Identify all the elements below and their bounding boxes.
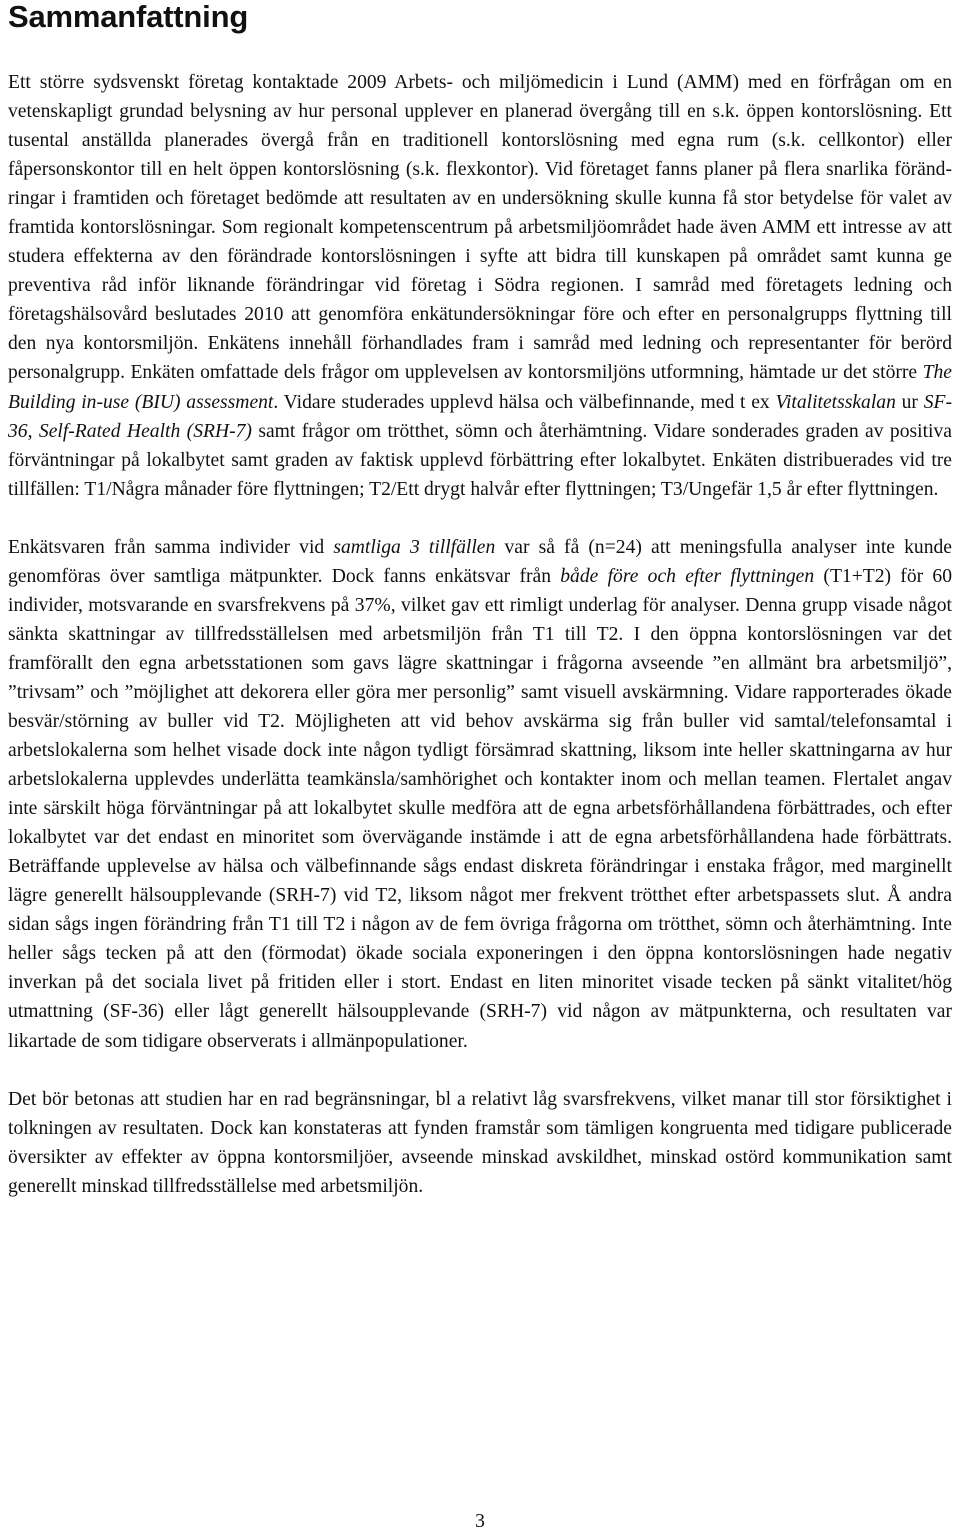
section-title: Sammanfattning	[8, 0, 249, 34]
page-number: 3	[475, 1511, 485, 1532]
paragraph-background	[8, 68, 952, 504]
body-text: samt frågor om trötthet, sömn och återhämtning. Vidare sonderades graden av positiva förväntningar på lokalbytet samt graden av faktisk upplevd förbättring efter lokalbytet. Enkäten distribuerades vid tre tillfällen: T1/Några månader före flyttningen; T2/Ett drygt halvår efter flyttningen; T3/Ungefär 1,5 år efter flyttningen.	[8, 420, 952, 500]
body-text: ur	[895, 391, 924, 413]
body-text: var så få (n=24) att meningsfulla analyser inte kunde genomföras över samtliga mätpunkter. Dock fanns enkätsvar från	[8, 536, 952, 587]
italic-text: samtliga 3 tillfällen	[333, 536, 496, 558]
italic-text: SF-36	[8, 391, 952, 442]
paragraph-results	[8, 533, 952, 1056]
body-text: . Vidare studerades upplevd hälsa och välbefinnande, med t ex	[273, 391, 776, 413]
body-text: Det bör betonas att studien har en rad begränsningar, bl a relativt låg svarsfrekvens, vilket manar till stor försiktighet i tolkningen av resultaten. Dock kan konstateras att fynden framstår som tämligen kongruenta med tidigare publicerade översikter av effekter av öppna kontorsmiljöer, avseende minskad avskildhet, minskad ostörd kommunikation samt generellt minskad tillfredsställelse med arbetsmiljön.	[8, 1088, 952, 1197]
body-text: Ett större sydsvenskt företag kontaktade 2009 Arbets- och miljömedicin i Lund (AMM) med en förfrågan om en vetenskapligt grundad belysning av hur personal upplever en planerad övergång till en s.k. öppen kontorslösning. Ett tusental anställda planerades övergå från en traditionell kontorslösning med egna rum (s.k. cellkontor) eller fåpersonskontor till en helt öppen kontorslösning (s.k. flexkontor). Vid företaget fanns planer på flera snarlika förändringar i framtiden och företaget bedömde att resultaten av en undersökning skulle kunna få stor betydelse för valet av framtida kontorslösningar. Som regionalt kompetenscentrum på arbetsmiljöområdet hade även AMM ett intresse av att studera effekterna av den förändrade kontorslösningen i syfte att bidra till kunskapen på området samt kunna ge preventiva råd inför liknande förändringar vid företag i Södra regionen. I samråd med företagets ledning och företagshälsovård beslutades 2010 att genomföra enkätundersökningar före och efter en personalgrupps flyttning till den nya kontorsmiljön. Enkätens innehåll förhandlades fram i samråd med ledning och representanter för berörd personalgrupp. Enkäten omfattade dels frågor om upplevelsen av kontorsmiljöns utformning, hämtade ur det större	[8, 72, 952, 384]
body-text: Enkätsvaren från samma individer vid	[8, 536, 334, 558]
italic-text: både före och efter flyttningen	[560, 565, 815, 587]
italic-text: Self-Rated Health (SRH-7)	[38, 420, 252, 442]
body-text: ,	[27, 420, 39, 442]
italic-text: The Building in-use (BIU) assessment	[8, 362, 952, 413]
italic-text: Vitalitetsskalan	[775, 391, 896, 413]
document-page	[8, 0, 952, 1201]
body-text: (T1+T2) för 60 individer, motsvarande en svarsfrekvens på 37%, vilket gav ett rimligt underlag för analyser. Denna grupp visade något sänkta skattningar av tillfredsställelsen med arbetsmiljön från T1 till T2. I den öppna kontorslösningen var det framförallt den egna arbetsstationen som gavs lägre skattningar i frågorna avseende ”en allmänt bra arbetsmiljö”, ”trivsam” och ”möjlighet att dekorera eller göra mer personlig” samt visuell avskärmning. Vidare rapporterades ökade besvär/störning av buller vid T2. Möjligheten att vid behov avskärma sig från buller vid samtal/telefonsamtal i arbetslokalerna som helhet visade dock inte någon tydligt försämrad skattning, liksom inte heller skattningarna av hur arbetslokalerna upplevdes underlätta teamkänsla/samhörighet och kontakter inom och mellan teamen. Flertalet angav inte särskilt höga förväntningar på att lokalbytet skulle medföra att de egna arbetsförhållandena förbättrades, och efter lokalbytet var det endast en minoritet som övervägande instämde i att de egna arbetsförhållandena hade förbättrats. Beträffande upplevelse av hälsa och välbefinnande sågs endast diskreta förändringar i enstaka frågor, med marginellt lägre generellt hälsoupplevande (SRH-7) vid T2, liksom något mer frekvent trötthet efter arbetspassets slut. Å andra sidan sågs ingen förändring från T1 till T2 i någon av de fem övriga frågorna om trötthet, sömn och återhämtning. Inte heller sågs tecken på att den (förmodat) ökade sociala exponeringen i den öppna kontorslösningen hade negativ inverkan på det sociala livet på fritiden eller i stort. Endast en liten minoritet visade tecken på sänkt vitalitet/hög utmattning (SF-36) eller lågt generellt hälsoupplevande (SRH-7) vid någon av mätpunkterna, och resultaten var likartade de som tidigare observerats i allmänpopulationer.	[8, 565, 952, 1052]
paragraph-limitations	[8, 1085, 952, 1201]
